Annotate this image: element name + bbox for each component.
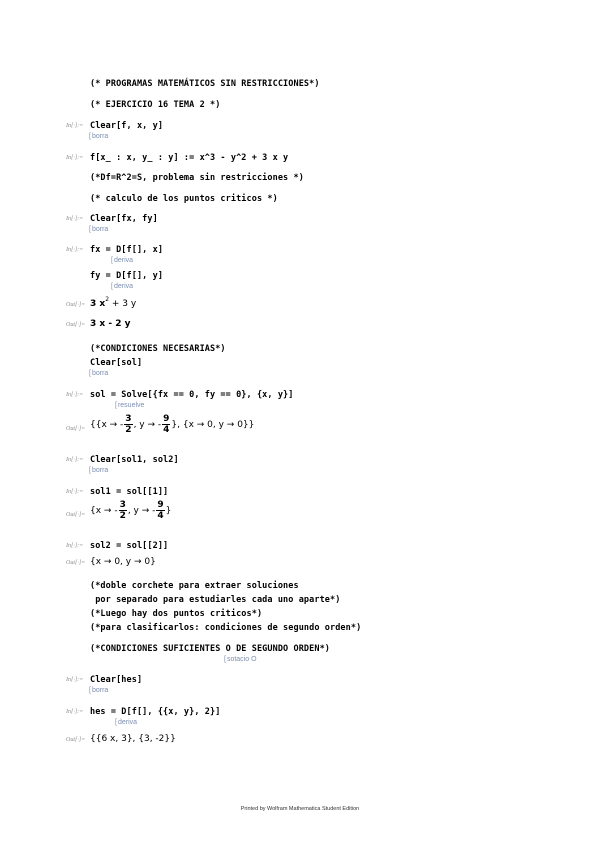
input-hessian[interactable]: hes = D[f[], {{x, y}, 2}] <box>90 707 221 717</box>
fraction: $\frac{9}{4}$ <box>157 500 164 521</box>
hint-borra[interactable]: [ borra <box>89 687 108 694</box>
hint-deriva[interactable]: [ deriva <box>111 257 133 264</box>
input-clear-sol[interactable]: Clear[sol] <box>90 358 143 368</box>
input-define-f[interactable]: f[x_ : x, y_ : y] := x^3 - y^2 + 3 x y <box>90 153 289 163</box>
in-label: In[∙]:= <box>66 247 84 253</box>
output-hessian: {{6 x, 3}, {3, -2}} <box>90 734 176 744</box>
footer-text: Printed by Wolfram Mathematica Student Edition <box>240 806 360 812</box>
in-label: In[∙]:= <box>66 677 84 683</box>
comment-separately: por separado para estudiarles cada uno aparte*) <box>90 595 341 605</box>
hint-borra[interactable]: [ borra <box>89 467 108 474</box>
output-sol: {{x → - $\frac{3}{2}$ , y → - $\frac{9}{4}$ }, {x → 0, y → 0}} <box>90 414 255 435</box>
input-sol1[interactable]: sol1 = sol[[1]] <box>90 487 169 497</box>
out-label: Out[∙]= <box>66 512 86 518</box>
comment-two-points: (*Luego hay dos puntos criticos*) <box>90 609 263 619</box>
out-label: Out[∙]= <box>66 737 86 743</box>
in-label: In[∙]:= <box>66 489 84 495</box>
fraction: $\frac{3}{2}$ <box>125 414 132 435</box>
input-solve[interactable]: sol = Solve[{fx == 0, fy == 0}, {x, y}] <box>90 390 294 400</box>
output-fy: 3 x - 2 y <box>90 319 131 329</box>
out-label: Out[∙]= <box>66 426 86 432</box>
hint-sotacio[interactable]: [ sotacio O <box>224 656 257 663</box>
in-label: In[∙]:= <box>66 709 84 715</box>
input-fy[interactable]: fy = D[f[], y] <box>90 271 164 281</box>
out-label: Out[∙]= <box>66 322 86 328</box>
output-sol1: {x → - $\frac{3}{2}$ , y → - $\frac{9}{4}$ } <box>90 500 172 521</box>
comment-critical-points: (* calculo de los puntos criticos *) <box>90 194 278 204</box>
input-sol2[interactable]: sol2 = sol[[2]] <box>90 541 169 551</box>
hint-borra[interactable]: [ borra <box>89 226 108 233</box>
hint-deriva[interactable]: [ deriva <box>111 283 133 290</box>
input-fx[interactable]: fx = D[f[], x] <box>90 245 164 255</box>
input-clear-fxfy[interactable]: Clear[fx, fy] <box>90 214 158 224</box>
in-label: In[∙]:= <box>66 392 84 398</box>
in-label: In[∙]:= <box>66 457 84 463</box>
comment-double-bracket: (*doble corchete para extraer soluciones <box>90 581 299 591</box>
in-label: In[∙]:= <box>66 216 84 222</box>
in-label: In[∙]:= <box>66 543 84 549</box>
fraction: $\frac{3}{2}$ <box>119 500 126 521</box>
comment-header: (* PROGRAMAS MATEMÁTICOS SIN RESTRICCIONES*) <box>90 79 320 89</box>
comment-domain: (*Df=R^2=S, problema sin restricciones *) <box>90 173 304 183</box>
hint-deriva[interactable]: [ deriva <box>115 719 137 726</box>
output-sol2: {x → 0, y → 0} <box>90 557 156 567</box>
input-clear-hes[interactable]: Clear[hes] <box>90 675 143 685</box>
input-clear-sol12[interactable]: Clear[sol1, sol2] <box>90 455 179 465</box>
input-clear-fxy[interactable]: Clear[f, x, y] <box>90 121 164 131</box>
comment-necessary: (*CONDICIONES NECESARIAS*) <box>90 344 226 354</box>
comment-classify: (*para clasificarlos: condiciones de segundo orden*) <box>90 623 362 633</box>
out-label: Out[∙]= <box>66 560 86 566</box>
fraction: $\frac{9}{4}$ <box>163 414 170 435</box>
output-fx: 3 x 2 + 3 y <box>90 295 137 309</box>
hint-borra[interactable]: [ borra <box>89 133 108 140</box>
in-label: In[∙]:= <box>66 123 84 129</box>
comment-sufficient: (*CONDICIONES SUFICIENTES O DE SEGUNDO ORDEN*) <box>90 644 331 654</box>
in-label: In[∙]:= <box>66 155 84 161</box>
hint-borra[interactable]: [ borra <box>89 370 108 377</box>
hint-resuelve[interactable]: [ resuelve <box>115 402 144 409</box>
comment-exercise: (* EJERCICIO 16 TEMA 2 *) <box>90 100 221 110</box>
out-label: Out[∙]= <box>66 302 86 308</box>
